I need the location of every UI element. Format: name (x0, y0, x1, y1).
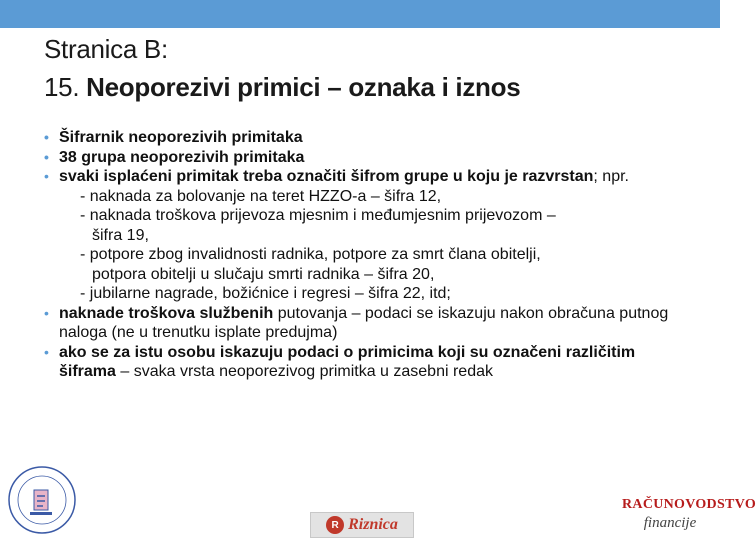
bullet-38-grupa: • 38 grupa neoporezivih primitaka (44, 148, 690, 168)
racunovodstvo-logo (622, 496, 756, 540)
top-accent-bar (0, 0, 720, 28)
sub-item-sifra-19-a: - naknada troškova prijevoza mjesnim i međumjesnim prijevozom – (80, 207, 556, 224)
sub-item-sifra-22: - jubilarne nagrade, božićnice i regresi – šifra 22, itd; (80, 285, 451, 302)
sub-item-sifra-20-b: potpora obitelji u slučaju smrti radnika – šifra 20, (92, 265, 435, 283)
sub-item-sifra-12: - naknada za bolovanje na teret HZZO-a – šifra 12, (80, 187, 442, 205)
sub-item-sifra-20-a: - potpore zbog invalidnosti radnika, potpore za smrt člana obitelji, (80, 246, 541, 263)
riznica-logo (310, 512, 414, 538)
bullet-razlicite-sifre (44, 343, 690, 382)
bullet-3-rest: ; npr. (593, 168, 629, 185)
bullet-4-rest: putovanja – podaci se iskazuju nakon obračuna putnog naloga (ne u trenutku isplate predujma) (59, 304, 669, 341)
title-text: Neoporezivi primici – oznaka i iznos (86, 72, 521, 102)
riznica-logo-text: Riznica (348, 516, 398, 533)
racunovodstvo-logo-bottom: financije (643, 515, 697, 531)
title-line-2 (44, 68, 694, 106)
association-seal-icon (4, 460, 80, 536)
bullet-svaki-isplaceni (44, 167, 690, 187)
slide-content (44, 128, 690, 382)
title-line-1: Stranica B: (44, 34, 168, 64)
bullet-5-bold: ako se za istu osobu iskazuju podaci o primicima koji su označeni različitim šiframa (59, 343, 636, 380)
racunovodstvo-logo-top: RAČUNOVODSTVO (622, 497, 756, 512)
title-number: 15. (44, 72, 87, 102)
sub-item-sifra-19-b: šifra 19, (92, 226, 149, 244)
bullet-3-bold: svaki isplaćeni primitak treba označiti šifrom grupe u koju je razvrstan (59, 168, 594, 185)
riznica-emblem-icon: R (326, 516, 344, 534)
bullet-5-rest: – svaka vrsta neoporezivog primitka u zasebni redak (115, 363, 493, 380)
bullet-sluzbena-putovanja (44, 304, 690, 343)
bullet-sifrarnik: • Šifrarnik neoporezivih primitaka (44, 128, 690, 148)
slide-title (44, 30, 694, 106)
bullet-4-bold: naknade troškova službenih (59, 304, 274, 322)
